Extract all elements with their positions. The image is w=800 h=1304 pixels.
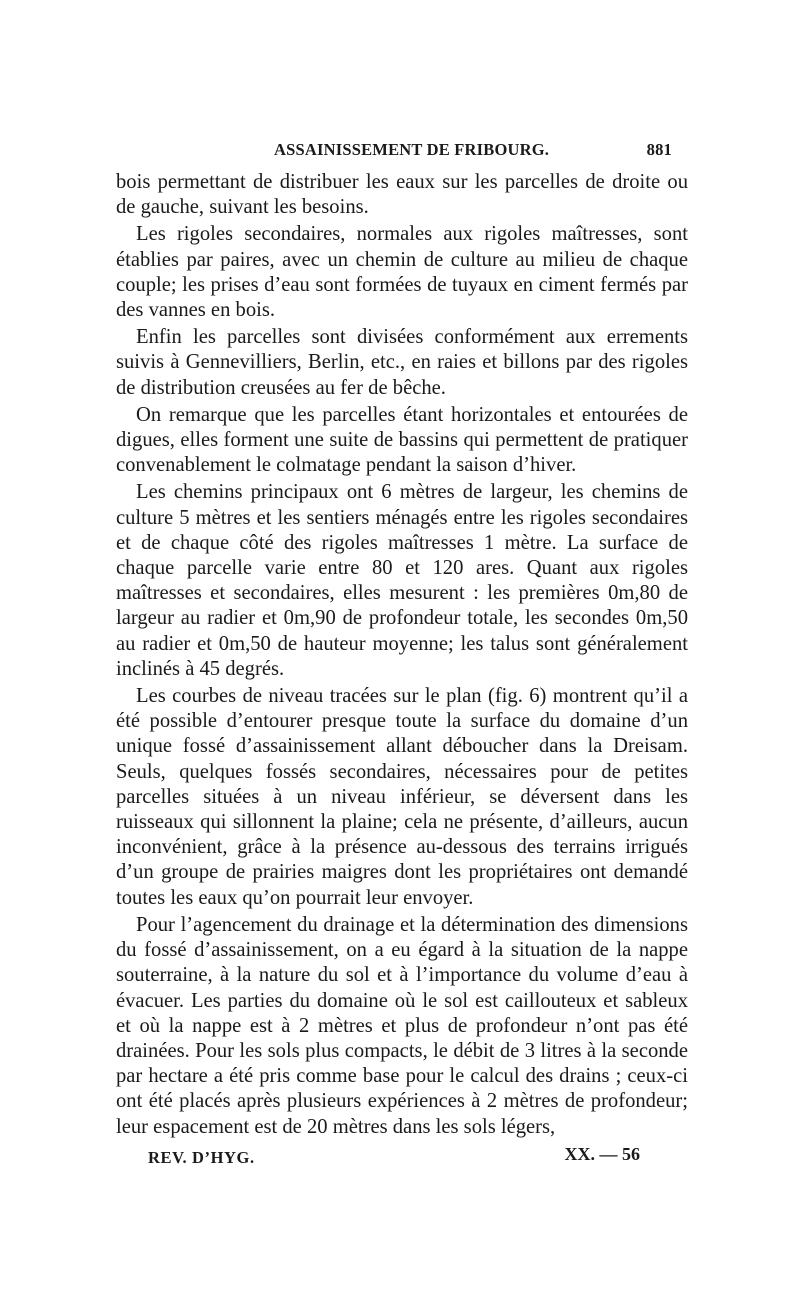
document-page bbox=[116, 140, 688, 1170]
paragraph: Enfin les parcelles sont divisées conformément aux errements suivis à Gennevilliers, Berlin, etc., en raies et billons par des rigoles de distribution creusées au fer de bêche. bbox=[116, 326, 688, 399]
body-text bbox=[116, 170, 688, 1140]
paragraph: Pour l’agencement du drainage et la détermination des dimensions du fossé d’assainissement, on a eu égard à la situation de la nappe souterraine, à la nature du sol et à l’importance du volume d’eau à évacuer. Les parties du domaine où le sol est caillouteux et sableux et où la nappe est à 2 mètres et plus de profondeur n’ont pas été drainées. Pour les sols plus compacts, le débit de 3 litres à la seconde par hectare a été pris comme base pour le calcul des drains ; ceux-ci ont été placés après plusieurs expériences à 2 mètres de profondeur; leur espacement est de 20 mètres dans les sols légers, bbox=[116, 913, 688, 1138]
page-footer bbox=[116, 1144, 688, 1170]
paragraph: bois permettant de distribuer les eaux sur les parcelles de droite ou de gauche, suivant les besoins. bbox=[116, 171, 688, 219]
paragraph: On remarque que les parcelles étant horizontales et entourées de digues, elles forment une suite de bassins qui permettent de pratiquer convenablement le colmatage pendant la saison d’hiver. bbox=[116, 403, 688, 477]
paragraph: Les courbes de niveau tracées sur le plan (fig. 6) montrent qu’il a été possible d’entourer presque toute la surface du domaine d’un unique fossé d’assainissement allant déboucher dans la Dreisam. Seuls, quelques fossés secondaires, nécessaires pour de petites parcelles situées à un niveau inférieur, se déversent dans les ruisseaux qui sillonnent la plaine; cela ne présente, d’ailleurs, aucun inconvénient, grâce à la présence au-dessous des terrains irrigués d’un groupe de prairies maigres dont les propriétaires ont demandé toutes les eaux qu’on pourrait leur envoyer. bbox=[116, 685, 688, 909]
running-title: ASSAINISSEMENT DE FRIBOURG. bbox=[274, 140, 550, 159]
paragraph: Les chemins principaux ont 6 mètres de largeur, les chemins de culture 5 mètres et les sentiers ménagés entre les rigoles secondaires et de chaque côté des rigoles maîtresses 1 mètre. La surface de chaque parcelle varie entre 80 et 120 ares. Quant aux rigoles maîtresses et secondaires, elles mesurent : les premières 0m,80 de largeur au radier et 0m,90 de profondeur totale, les secondes 0m,50 au radier et 0m,50 de hauteur moyenne; les talus sont généralement inclinés à 45 degrés. bbox=[116, 481, 688, 680]
paragraph: Les rigoles secondaires, normales aux rigoles maîtresses, sont établies par paires, avec un chemin de culture au milieu de chaque couple; les prises d’eau sont formées de tuyaux en ciment fermés par des vannes en bois. bbox=[116, 223, 688, 322]
page-number: 881 bbox=[646, 140, 672, 159]
journal-abbreviation: REV. D’HYG. bbox=[148, 1147, 255, 1167]
running-head bbox=[116, 140, 688, 170]
signature-mark: XX. — 56 bbox=[564, 1143, 640, 1164]
